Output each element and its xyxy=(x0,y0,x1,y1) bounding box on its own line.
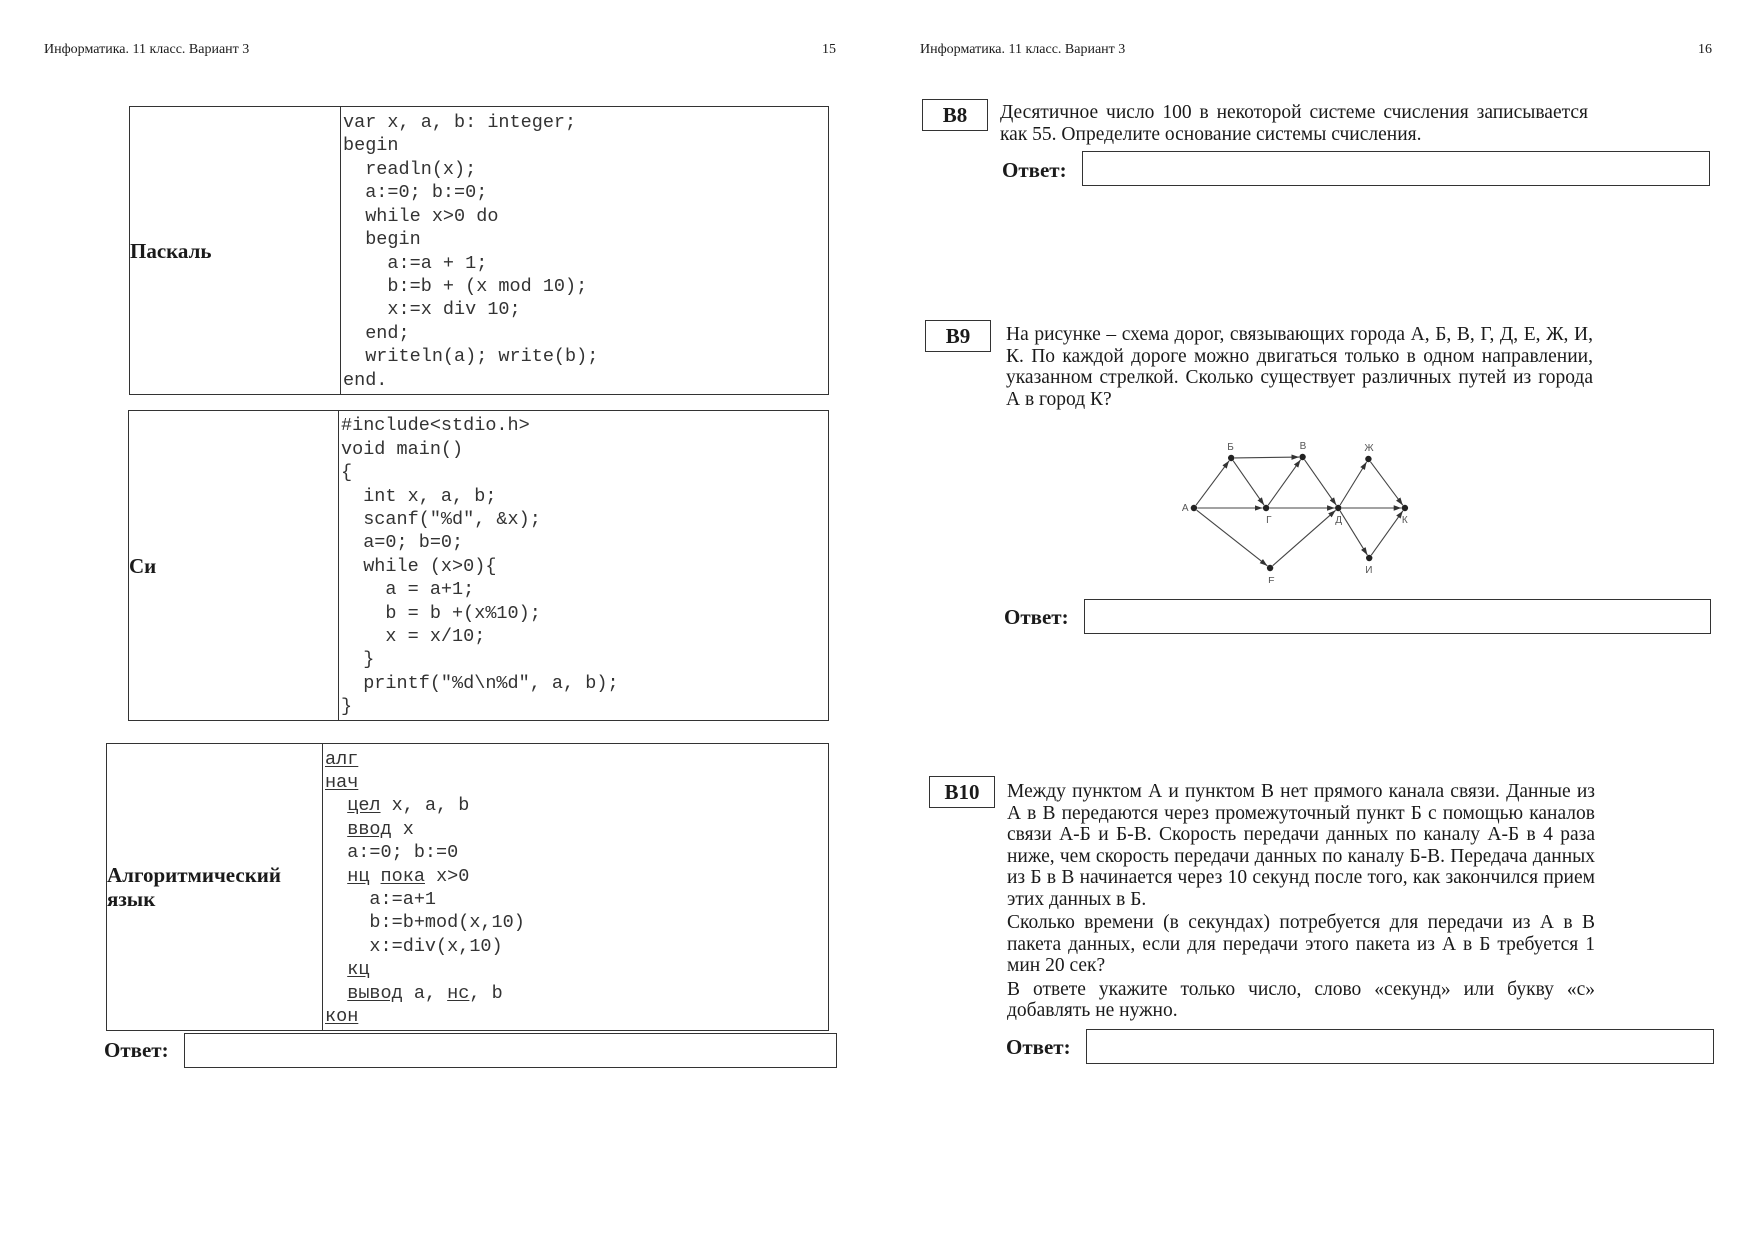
code-line xyxy=(325,819,414,840)
road-D-I xyxy=(1340,511,1367,555)
algo-label-line2: язык xyxy=(107,887,156,911)
task-id-b8: B8 xyxy=(922,99,988,131)
code-line: scanf("%d", &x); xyxy=(341,508,541,530)
c-label: Си xyxy=(129,411,339,721)
keyword: кц xyxy=(347,959,370,981)
keyword: кон xyxy=(325,1006,359,1028)
city-node-K xyxy=(1402,505,1408,511)
answer-field-b7[interactable] xyxy=(184,1033,837,1068)
graph-edges xyxy=(1196,457,1403,566)
keyword: пока xyxy=(380,865,425,887)
code-line xyxy=(325,842,458,863)
code-line: b:=b + (x mod 10); xyxy=(343,275,588,297)
city-label-I: И xyxy=(1365,565,1373,576)
code-line: readln(x); xyxy=(343,158,477,180)
code-line: var x, a, b: integer; xyxy=(343,112,577,134)
code-token xyxy=(325,795,347,816)
answer-label-b7: Ответ: xyxy=(104,1038,169,1062)
code-token: x>0 xyxy=(424,865,470,887)
algo-label xyxy=(107,744,323,1031)
code-line: x:=x div 10; xyxy=(343,299,521,321)
answer-label-b10: Ответ: xyxy=(1006,1035,1071,1059)
task-text-b9 xyxy=(1006,324,1593,410)
city-node-Zh xyxy=(1365,456,1371,462)
code-line xyxy=(325,889,436,910)
keyword: ввод xyxy=(347,818,392,840)
code-token: b:=b+mod(x,10) xyxy=(325,912,525,934)
code-line: a:=a + 1; xyxy=(343,252,488,274)
page-header-right: Информатика. 11 класс. Вариант 3 xyxy=(920,42,1126,57)
code-token: x, a, b xyxy=(380,795,470,817)
road-A-B xyxy=(1196,461,1229,505)
road-B-G xyxy=(1233,461,1264,505)
task-b8-paragraph: Десятичное число 100 в некоторой системе счисления записывается как 55. Определите основание системы счисления. xyxy=(1000,102,1588,145)
right-page xyxy=(877,0,1754,1239)
code-line xyxy=(325,959,369,980)
city-label-K: К xyxy=(1401,515,1408,526)
road-A-E xyxy=(1197,510,1268,566)
code-token: a:=0; b:=0 xyxy=(325,842,459,864)
code-line: b = b +(x%10); xyxy=(341,602,541,624)
code-line: #include<stdio.h> xyxy=(341,415,530,437)
code-line: a:=0; b:=0; xyxy=(343,182,488,204)
city-node-V xyxy=(1299,454,1305,460)
city-node-G xyxy=(1263,505,1269,511)
code-line: writeln(a); write(b); xyxy=(343,346,599,368)
road-D-Zh xyxy=(1340,462,1366,505)
road-V-D xyxy=(1305,460,1337,505)
city-label-G: Г xyxy=(1266,515,1272,526)
code-line: while (x>0){ xyxy=(341,555,497,577)
road-I-K xyxy=(1371,511,1403,555)
code-line xyxy=(325,936,503,957)
code-line xyxy=(325,795,469,816)
keyword: алг xyxy=(325,748,359,770)
pascal-code-cell xyxy=(341,107,829,395)
code-token: x xyxy=(391,818,414,840)
code-line xyxy=(325,983,503,1004)
code-line: int x, a, b; xyxy=(341,485,497,507)
task-id-b10: B10 xyxy=(929,776,995,808)
city-label-A: А xyxy=(1181,503,1189,514)
city-label-D: Д xyxy=(1335,515,1343,526)
answer-label-b8: Ответ: xyxy=(1002,158,1067,182)
code-line: x = x/10; xyxy=(341,626,486,648)
city-label-V: В xyxy=(1299,441,1307,452)
code-line: a=0; b=0; xyxy=(341,532,464,554)
code-line: { xyxy=(341,462,353,484)
city-node-I xyxy=(1366,555,1372,561)
code-line: a = a+1; xyxy=(341,579,475,601)
code-line: begin xyxy=(343,135,399,157)
code-line: void main() xyxy=(341,438,464,460)
code-token xyxy=(325,959,347,980)
code-token: , b xyxy=(469,982,503,1004)
task-id-b9: B9 xyxy=(925,320,991,352)
keyword: нс xyxy=(447,982,470,1004)
code-token xyxy=(325,866,347,887)
graph-nodes xyxy=(1182,441,1408,583)
answer-field-b10[interactable] xyxy=(1086,1029,1714,1064)
pascal-label: Паскаль xyxy=(130,107,341,395)
city-label-Zh: Ж xyxy=(1364,443,1374,454)
page-header-left: Информатика. 11 класс. Вариант 3 xyxy=(44,42,250,57)
answer-label-b9: Ответ: xyxy=(1004,605,1069,629)
code-token: a, xyxy=(402,982,448,1004)
code-token xyxy=(369,866,380,887)
c-code-cell xyxy=(339,411,829,721)
algo-code xyxy=(323,746,828,1029)
road-B-V xyxy=(1235,457,1299,458)
code-line: end; xyxy=(343,322,410,344)
code-line xyxy=(325,749,358,770)
c-code-table xyxy=(128,410,829,721)
code-line: } xyxy=(341,649,375,671)
city-node-A xyxy=(1191,505,1197,511)
code-line xyxy=(325,866,469,887)
answer-field-b9[interactable] xyxy=(1084,599,1711,634)
code-line: begin xyxy=(343,229,421,251)
code-token: a:=a+1 xyxy=(325,889,437,910)
page-number-left: 15 xyxy=(822,42,836,57)
city-label-B: Б xyxy=(1227,442,1234,453)
task-b10-paragraph2: Сколько времени (в секундах) потребуется для передачи из А в В пакета данных, если для передачи этого пакета из А в Б требуется 1 мин 20 сек? xyxy=(1007,912,1595,976)
algo-label-line1: Алгоритмический xyxy=(107,863,281,887)
code-line xyxy=(325,1006,358,1027)
code-token xyxy=(325,983,347,1004)
code-line: printf("%d\n%d", a, b); xyxy=(341,672,619,694)
road-E-D xyxy=(1273,510,1336,565)
code-line: } xyxy=(341,696,353,718)
pascal-code-table xyxy=(129,106,829,395)
road-Zh-K xyxy=(1371,462,1403,505)
task-b9-paragraph: На рисунке – схема дорог, связывающих города А, Б, В, Г, Д, Е, Ж, И, К. По каждой дороге можно двигаться только в одном направлении, указанном стрелкой. Сколько существует различных путей из города А в город К? xyxy=(1006,324,1593,410)
road-G-V xyxy=(1268,460,1300,505)
pascal-code xyxy=(341,109,828,392)
city-node-D xyxy=(1335,505,1341,511)
code-line: end. xyxy=(343,369,388,391)
code-token xyxy=(325,819,347,840)
road-graph xyxy=(1180,433,1410,583)
city-node-E xyxy=(1267,565,1273,571)
keyword: нц xyxy=(347,865,370,887)
algo-code-table xyxy=(106,743,829,1031)
code-line: while x>0 do xyxy=(343,205,499,227)
c-code xyxy=(339,412,828,718)
answer-field-b8[interactable] xyxy=(1082,151,1710,186)
keyword: нач xyxy=(325,771,359,793)
city-label-E: Е xyxy=(1268,576,1275,583)
keyword: вывод xyxy=(347,982,403,1004)
page-number-right: 16 xyxy=(1698,42,1712,57)
task-text-b10 xyxy=(1007,781,1595,1022)
code-line xyxy=(325,772,358,793)
task-b10-paragraph3: В ответе укажите только число, слово «секунд» или букву «с» добавлять не нужно. xyxy=(1007,978,1595,1021)
task-text-b8 xyxy=(1000,102,1588,145)
city-node-B xyxy=(1228,455,1234,461)
code-line xyxy=(325,912,525,933)
algo-code-cell xyxy=(323,744,829,1031)
keyword: цел xyxy=(347,795,381,817)
task-b10-paragraph1: Между пунктом А и пунктом В нет прямого канала связи. Данные из А в В передаются через промежуточный пункт Б с помощью каналов связи А-Б и Б-В. Скорость передачи данных по каналу А-Б в 4 раза ниже, чем скорость передачи данных по каналу Б-В. Передача данных из Б в В начинается через 10 секунд после того, как закончился прием этих данных в Б. xyxy=(1007,781,1595,910)
code-token: x:=div(x,10) xyxy=(325,935,503,957)
